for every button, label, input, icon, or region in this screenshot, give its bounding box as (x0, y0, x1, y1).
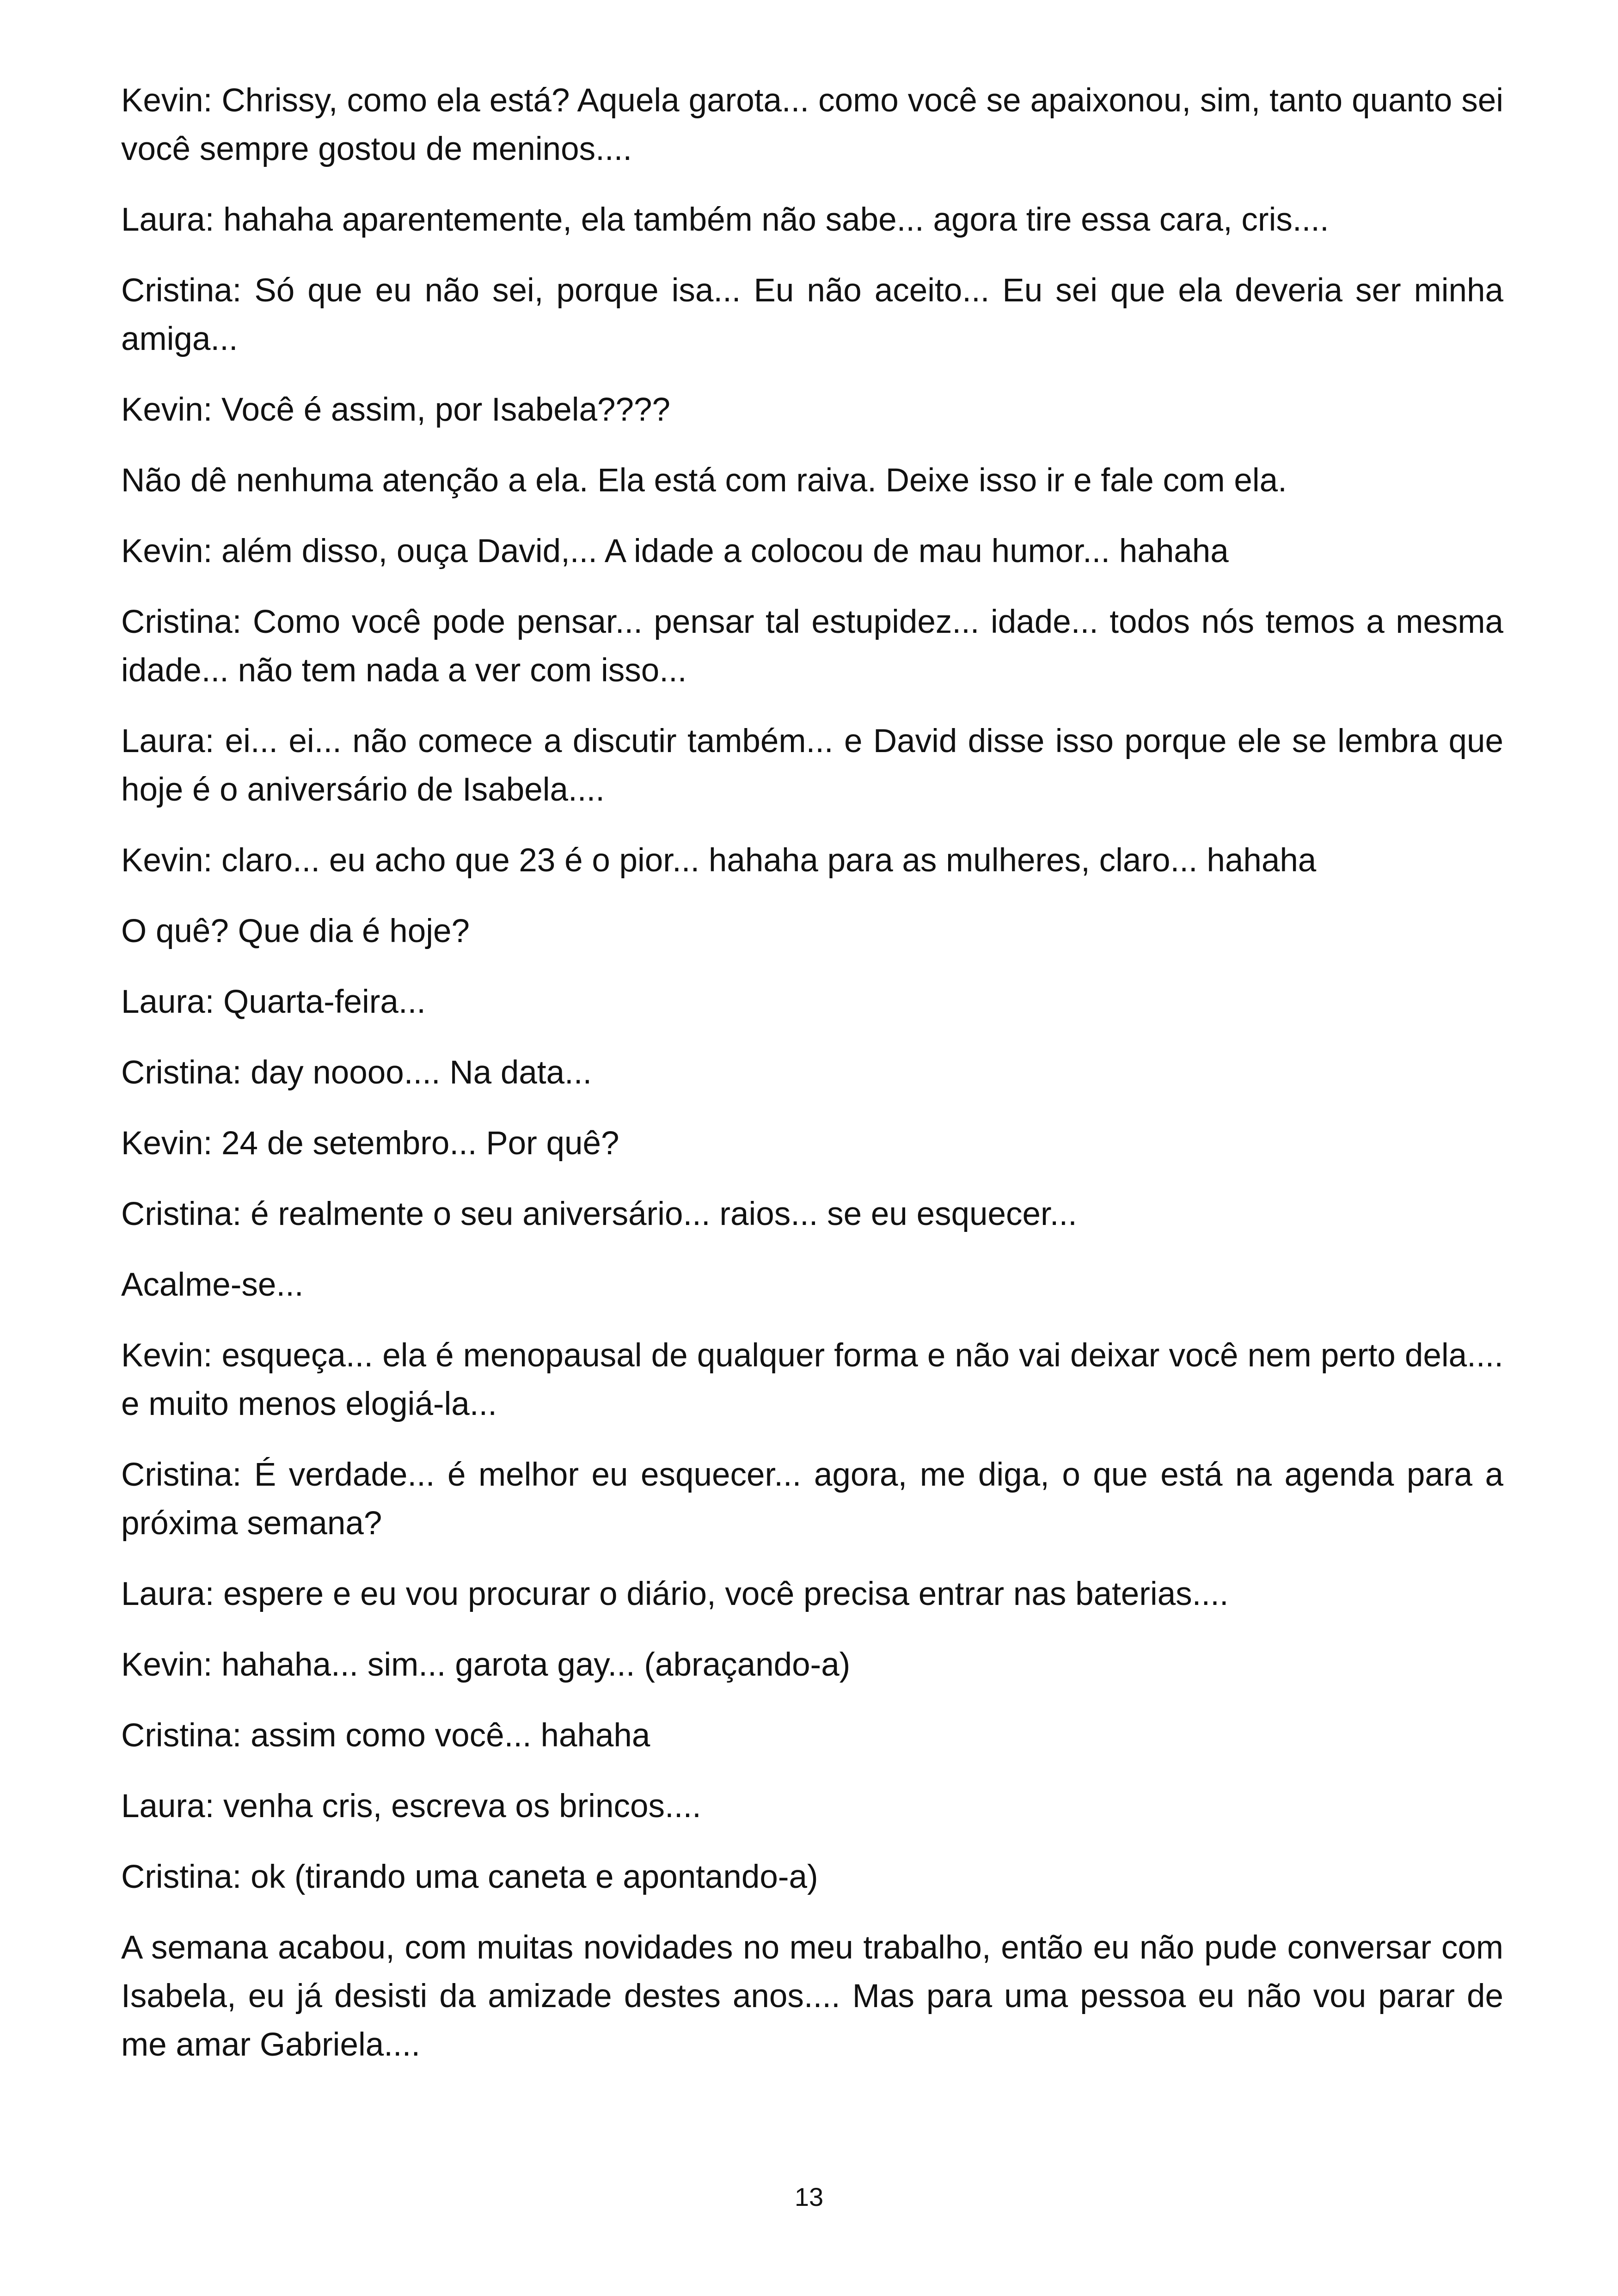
paragraph: Laura: venha cris, escreva os brincos.... (121, 1788, 701, 1825)
paragraph: O quê? Que dia é hoje? (121, 913, 470, 949)
paragraph: Cristina: assim como você... hahaha (121, 1717, 650, 1754)
paragraph: Kevin: esqueça... ela é menopausal de qualquer forma e não vai deixar você nem perto dela.... e muito menos elogiá-la... (121, 1337, 1503, 1422)
paragraph: Kevin: 24 de setembro... Por quê? (121, 1125, 619, 1162)
paragraph: Kevin: Chrissy, como ela está? Aquela garota... como você se apaixonou, sim, tanto quanto sei você sempre gostou de meninos.... (121, 82, 1503, 167)
paragraph: Cristina: Como você pode pensar... pensar tal estupidez... idade... todos nós temos a mesma idade... não tem nada a ver com isso... (121, 604, 1503, 689)
page-body (121, 76, 1503, 2091)
page-number: 13 (794, 2182, 824, 2211)
paragraph: Laura: Quarta-feira... (121, 984, 426, 1020)
paragraph: Laura: hahaha aparentemente, ela também não sabe... agora tire essa cara, cris.... (121, 202, 1329, 238)
paragraph: Cristina: Só que eu não sei, porque isa... Eu não aceito... Eu sei que ela deveria ser minha amiga... (121, 272, 1503, 357)
paragraph: Kevin: além disso, ouça David,... A idade a colocou de mau humor... hahaha (121, 533, 1229, 569)
paragraph: Não dê nenhuma atenção a ela. Ela está com raiva. Deixe isso ir e fale com ela. (121, 462, 1287, 499)
paragraph: Laura: ei... ei... não comece a discutir também... e David disse isso porque ele se lembra que hoje é o aniversário de Isabela.... (121, 723, 1503, 808)
paragraph: Cristina: é realmente o seu aniversário... raios... se eu esquecer... (121, 1196, 1077, 1232)
paragraph: Kevin: claro... eu acho que 23 é o pior... hahaha para as mulheres, claro... hahaha (121, 842, 1317, 879)
paragraph: Cristina: day noooo.... Na data... (121, 1054, 592, 1091)
paragraph: A semana acabou, com muitas novidades no meu trabalho, então eu não pude conversar com Isabela, eu já desisti da amizade destes anos.... Mas para uma pessoa eu não vou parar de me amar Gabriela.... (121, 1929, 1503, 2063)
paragraph: Acalme-se... (121, 1267, 304, 1303)
paragraph: Cristina: É verdade... é melhor eu esquecer... agora, me diga, o que está na agenda para a próxima semana? (121, 1457, 1503, 1542)
paragraph: Kevin: hahaha... sim... garota gay... (abraçando-a) (121, 1647, 851, 1683)
paragraph: Laura: espere e eu vou procurar o diário, você precisa entrar nas baterias.... (121, 1576, 1229, 1612)
paragraph: Cristina: ok (tirando uma caneta e apontando-a) (121, 1859, 818, 1895)
paragraph: Kevin: Você é assim, por Isabela???? (121, 392, 671, 428)
